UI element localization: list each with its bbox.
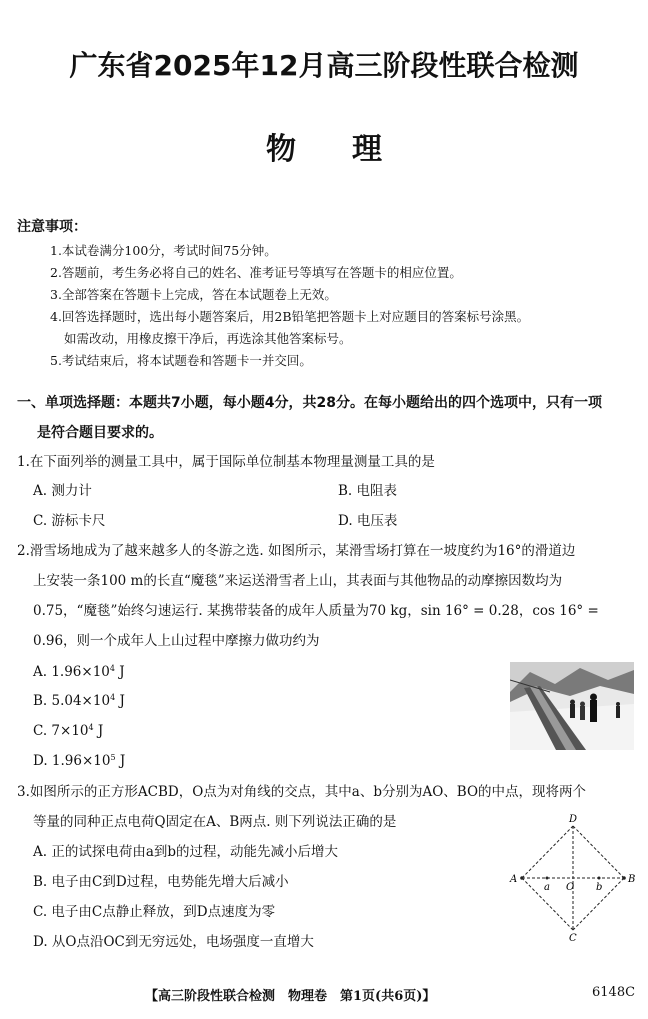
question-3-option-b: B. 电子由C到D过程，电势能先增大后减小 [33, 874, 289, 890]
notice-item: 5.考试结束后，将本试题卷和答题卡一并交回。 [50, 353, 312, 368]
question-2-option-a: A. $1.96\times 10^4$ J [33, 664, 125, 680]
question-1-stem: 1.在下面列举的测量工具中，属于国际单位制基本物理量测量工具的是 [17, 454, 435, 470]
square-charge-diagram [508, 812, 642, 942]
notice-item: 如需改动，用橡皮擦干净后，再选涂其他答案标号。 [64, 331, 352, 346]
question-1-option-d: D. 电压表 [338, 513, 398, 529]
label-a: a [544, 882, 550, 893]
notice-heading: 注意事项： [17, 219, 87, 235]
label-C: C [569, 933, 577, 942]
square-acbd-figure [508, 812, 642, 942]
question-1-option-a: A. 测力计 [33, 483, 92, 499]
section-heading-line: 一、单项选择题：本题共7小题，每小题4分，共28分。在每小题给出的四个选项中，只有一项 [17, 395, 602, 411]
question-2-line: 上安装一条100 m的长直“魔毯”来运送滑雪者上山，其表面与其他物品的动摩擦因数均为 [33, 573, 563, 589]
question-2-line: 2.滑雪场地成为了越来越多人的冬游之选. 如图所示，某滑雪场打算在一坡度约为16°的滑道边 [17, 543, 576, 559]
question-2-option-d: D. $1.96\times 10^5$ J [33, 753, 126, 769]
notice-item: 3.全部答案在答题卡上完成，答在本试题卷上无效。 [50, 287, 337, 302]
question-1-option-b: B. 电阻表 [338, 483, 398, 499]
question-1-option-c: C. 游标卡尺 [33, 513, 106, 529]
question-2-stem [17, 536, 599, 656]
label-b: b [596, 882, 603, 893]
question-2-line: 0.75，“魔毯”始终匀速运行. 某携带装备的成年人质量为70 kg，sin 16° = 0.28，cos 16° = [33, 603, 599, 619]
label-O: O [566, 882, 575, 893]
label-B: B [628, 874, 636, 885]
subject-title: 物理 [266, 132, 438, 167]
notice-item: 4.回答选择题时，选出每小题答案后，用2B铅笔把答题卡上对应题目的答案标号涂黑。 [50, 309, 530, 324]
notice-item: 2.答题前，考生务必将自己的姓名、准考证号等填写在答题卡的相应位置。 [50, 265, 462, 280]
label-A: A [510, 874, 518, 885]
question-2-option-c: C. $7\times 10^4$ J [33, 723, 104, 739]
question-3-option-c: C. 电子由C点静止释放，到D点速度为零 [33, 904, 276, 920]
exam-title: 广东省2025年12月高三阶段性联合检测 [69, 49, 579, 82]
ski-slope-photo [510, 662, 634, 750]
paper-code: 6148C [592, 985, 636, 1000]
question-3-option-d: D. 从O点沿OC到无穷远处，电场强度一直增大 [33, 934, 314, 950]
question-3-line: 等量的同种正点电荷Q固定在A、B两点. 则下列说法正确的是 [33, 814, 397, 830]
notice-list [50, 240, 640, 372]
question-2-line: 0.96，则一个成年人上山过程中摩擦力做功约为 [33, 633, 320, 649]
notice-item: 1.本试卷满分100分，考试时间75分钟。 [50, 243, 277, 258]
ski-slope-illustration [510, 662, 634, 750]
question-3-option-a: A. 正的试探电荷由a到b的过程，动能先减小后增大 [33, 844, 339, 860]
question-3-stem [17, 777, 586, 837]
label-D: D [569, 814, 578, 825]
page-footer: 【高三阶段性联合检测 物理卷 第1页(共6页)】 [145, 989, 436, 1004]
section-heading-line: 是符合题目要求的。 [37, 425, 163, 441]
section-heading [17, 388, 637, 448]
question-2-option-b: B. $5.04\times 10^4$ J [33, 693, 125, 709]
question-3-line: 3.如图所示的正方形ACBD，O点为对角线的交点，其中a、b分别为AO、BO的中点，现将两个 [17, 784, 587, 800]
